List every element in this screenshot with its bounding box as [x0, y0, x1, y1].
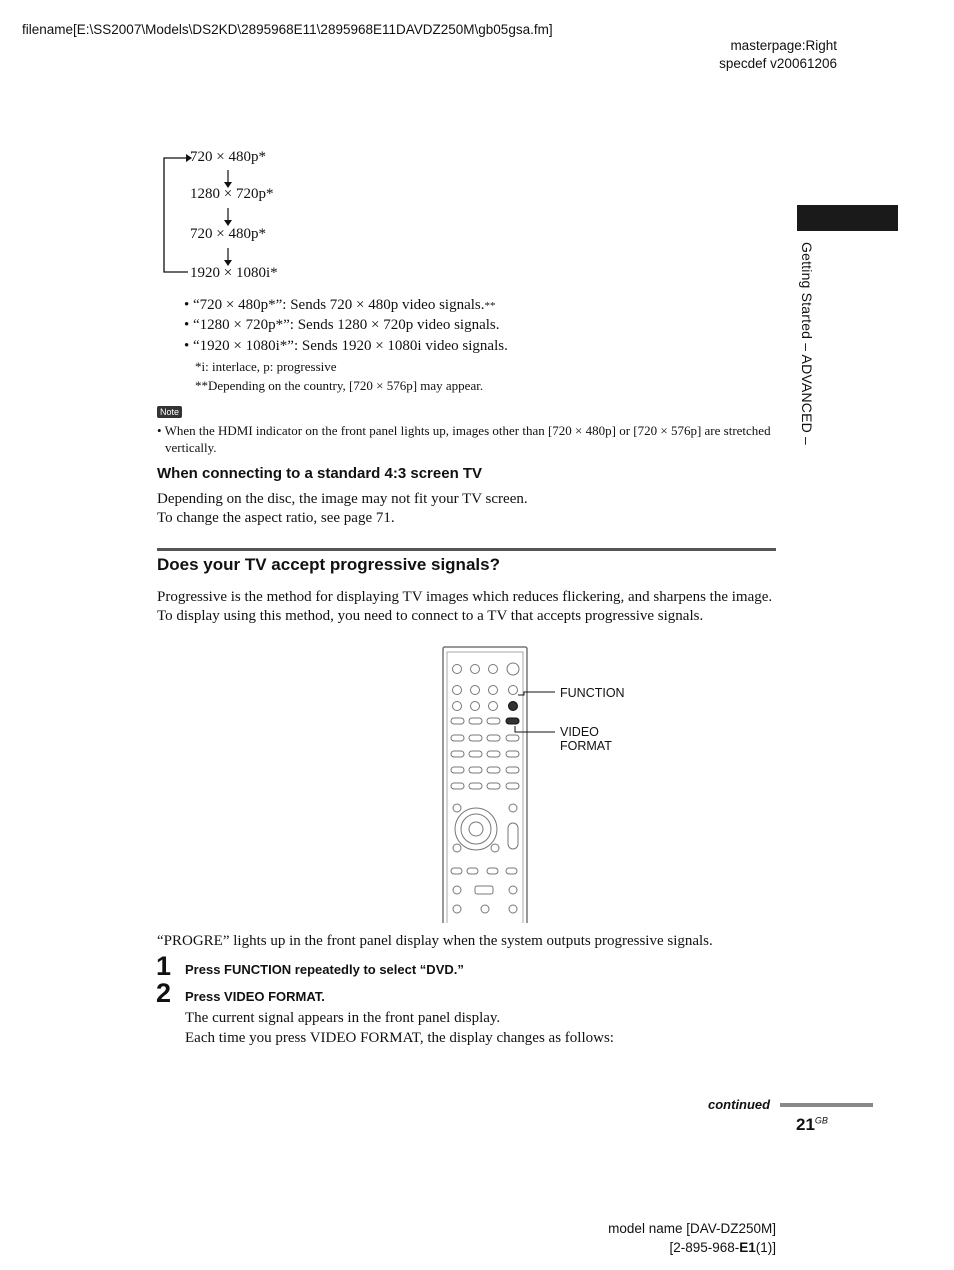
video-format-button-icon	[506, 718, 519, 724]
page-suffix: GB	[814, 1115, 828, 1126]
progressive-line-1: Progressive is the method for displaying TV images which reduces flickering, and sharpens the image.	[157, 589, 773, 605]
cycle-item-4: 1920 × 1080i*	[190, 265, 278, 281]
standard-tv-line-1: Depending on the disc, the image may not fit your TV screen.	[157, 491, 528, 507]
cycle-item-1: 720 × 480p*	[190, 149, 266, 165]
filename-header: filename[E:\SS2007\Models\DS2KD\2895968E11\2895968E11DAVDZ250M\gb05gsa.fm]	[22, 22, 553, 37]
footnote-interlace: *i: interlace, p: progressive	[195, 359, 337, 374]
model-info	[608, 1219, 776, 1257]
page-number-value: 21	[796, 1115, 815, 1134]
cycle-connector	[160, 150, 250, 280]
bullet-text: • “720 × 480p*”: Sends 720 × 480p video signals.	[184, 297, 485, 313]
progre-text: “PROGRE” lights up in the front panel display when the system outputs progressive signals.	[157, 933, 713, 949]
function-button-icon	[509, 702, 518, 711]
page-number	[796, 1115, 828, 1135]
heading-progressive: Does your TV accept progressive signals?	[157, 555, 500, 574]
cycle-item-2: 1280 × 720p*	[190, 186, 274, 202]
bullet-text: • “1920 × 1080i*”: Sends 1920 × 1080i video signals.	[184, 338, 508, 354]
note-text: • When the HDMI indicator on the front panel lights up, images other than [720 × 480p] or [720 × 576p] are stretched vertically.	[157, 423, 771, 455]
section-divider	[157, 548, 776, 551]
step-text-1: Press FUNCTION repeatedly to select “DVD.”	[185, 962, 464, 977]
bullet-720	[184, 297, 495, 314]
progressive-line-2: To display using this method, you need to connect to a TV that accepts progressive signals.	[157, 608, 704, 624]
heading-standard-tv: When connecting to a standard 4:3 screen TV	[157, 465, 483, 482]
remote-control-illustration	[440, 645, 560, 925]
step2-detail-2: Each time you press VIDEO FORMAT, the display changes as follows:	[185, 1030, 614, 1046]
continued-label: continued	[708, 1097, 771, 1112]
label-video-format	[560, 725, 612, 753]
side-section-label: Getting Started – ADVANCED –	[799, 242, 815, 445]
masterpage-label: masterpage:Right	[730, 38, 837, 53]
specdef-label: specdef v20061206	[719, 56, 837, 71]
step-number-1: 1	[156, 951, 172, 981]
step-number-2: 2	[156, 978, 172, 1008]
bullet-1920	[184, 338, 508, 355]
footnote-country: **Depending on the country, [720 × 576p] may appear.	[195, 378, 484, 393]
bullet-1280	[184, 317, 499, 334]
model-name-line: model name [DAV-DZ250M]	[608, 1221, 776, 1236]
note-badge: Note	[157, 406, 182, 418]
bullet-text: • “1280 × 720p*”: Sends 1280 × 720p video signals.	[184, 317, 500, 333]
continued-bar	[780, 1103, 873, 1107]
step-text-2: Press VIDEO FORMAT.	[185, 989, 325, 1004]
bullet-suffix: **	[484, 300, 496, 312]
masterpage-header	[719, 37, 837, 73]
cycle-item-3: 720 × 480p*	[190, 226, 266, 242]
label-video-line-1: VIDEO	[560, 725, 599, 739]
label-video-line-2: FORMAT	[560, 739, 612, 753]
model-code-line: [2-895-968-E1(1)]	[669, 1240, 776, 1255]
section-tab-marker	[797, 205, 898, 231]
standard-tv-line-2: To change the aspect ratio, see page 71.	[157, 510, 395, 526]
step2-detail-1: The current signal appears in the front panel display.	[185, 1010, 501, 1026]
label-function: FUNCTION	[560, 686, 625, 700]
